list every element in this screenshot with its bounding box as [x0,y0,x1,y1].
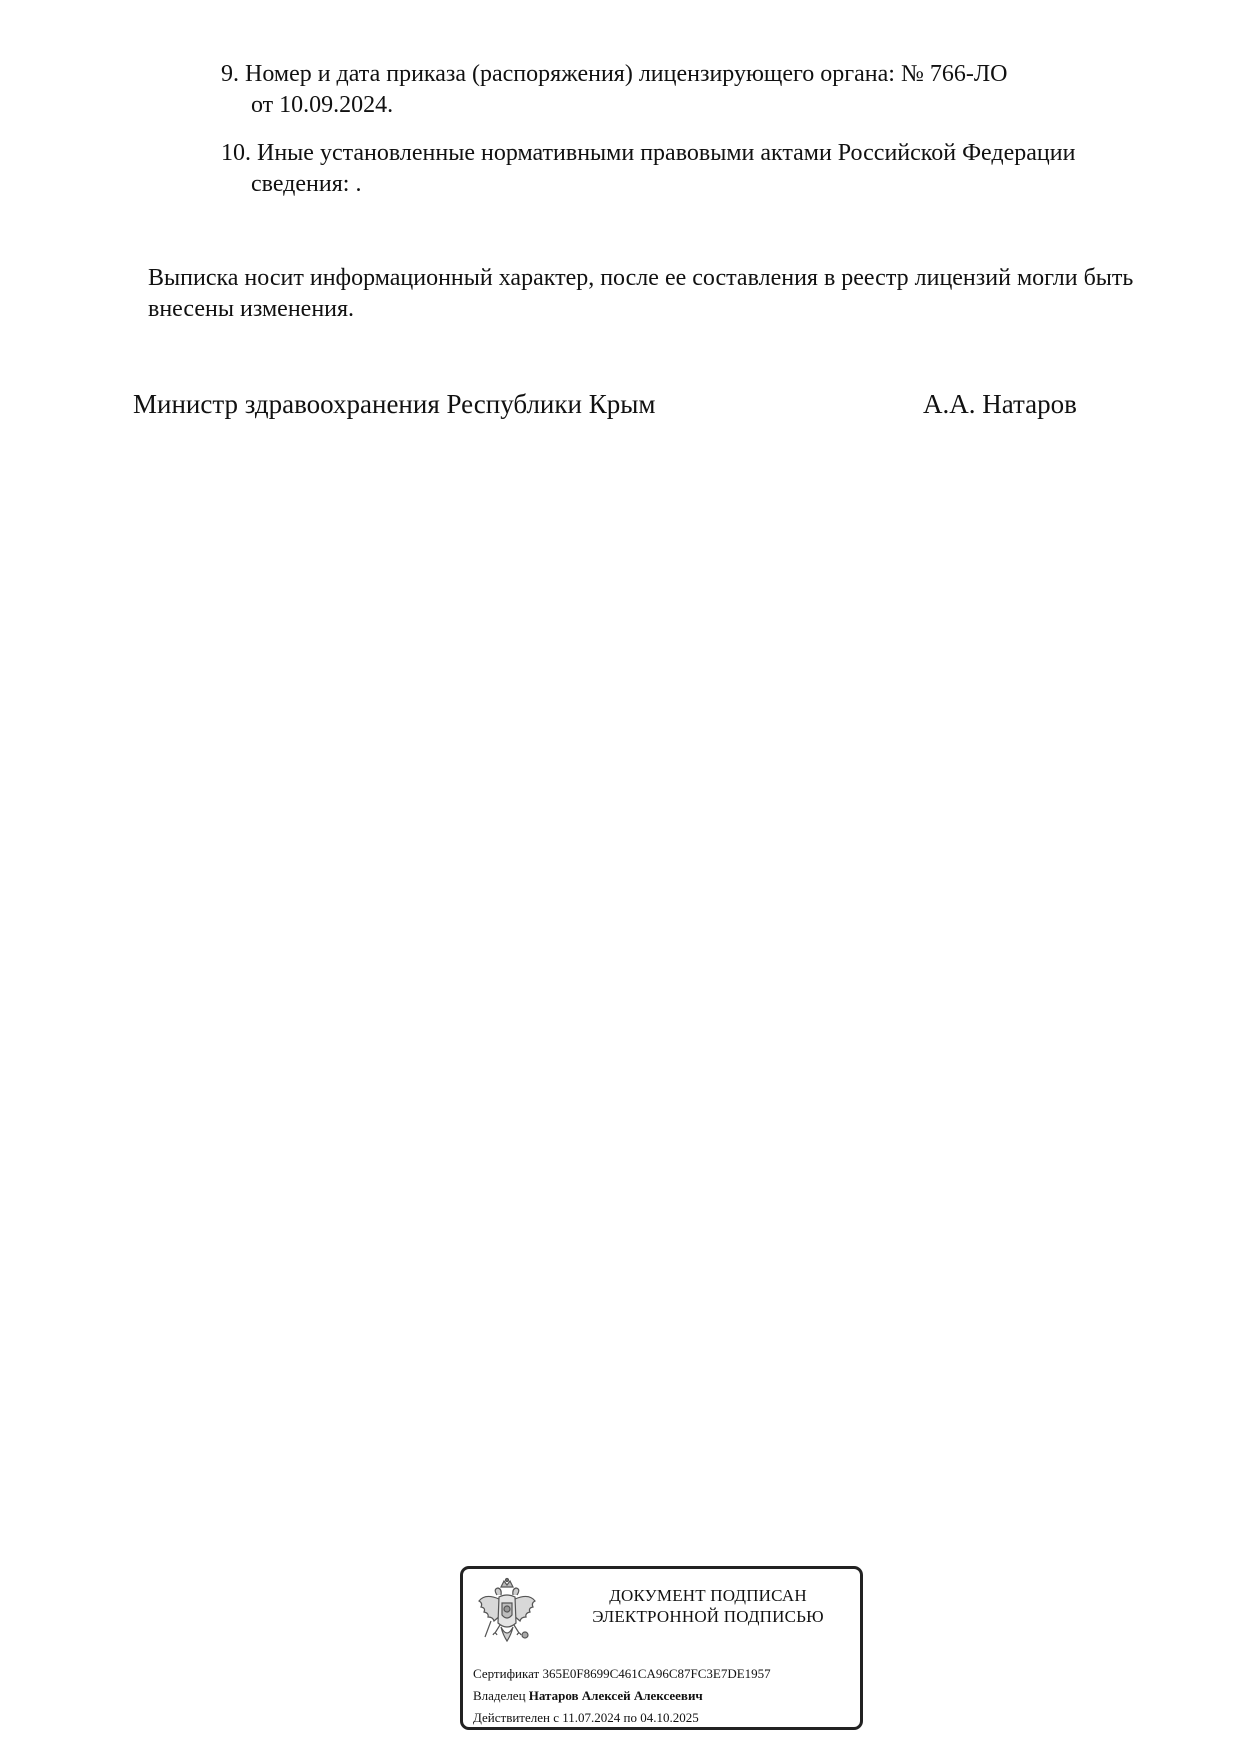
stamp-details [473,1663,771,1729]
item-number: 10. [221,140,251,166]
certificate-label: Сертификат [473,1666,540,1681]
validity-row [473,1707,771,1729]
electronic-signature-stamp [460,1566,863,1730]
list-item-9 [221,59,1141,121]
notice-line2: внесены изменения. [148,296,355,322]
valid-to: 04.10.2025 [640,1710,699,1725]
item-text-line2: сведения: . [251,171,362,197]
owner-value: Натаров Алексей Алексеевич [528,1688,703,1703]
owner-row [473,1685,771,1707]
russian-coat-of-arms-icon [475,1577,539,1653]
stamp-title-line1: ДОКУМЕНТ ПОДПИСАН [609,1586,807,1605]
validity-label: Действителен с [473,1710,559,1725]
item-text-line1: Номер и дата приказа (распоряжения) лицензирующего органа: № 766-ЛО [245,61,1008,87]
certificate-row [473,1663,771,1685]
list-item-10 [221,138,1141,200]
validity-to-label: по [623,1710,637,1725]
stamp-title [558,1585,858,1627]
stamp-title-line2: ЭЛЕКТРОННОЙ ПОДПИСЬЮ [592,1607,824,1626]
notice-line1: Выписка носит информационный характер, после ее составления в реестр лицензий могли быть [148,265,1134,291]
valid-from: 11.07.2024 [562,1710,621,1725]
owner-label: Владелец [473,1688,526,1703]
item-text-line1: Иные установленные нормативными правовыми актами Российской Федерации [257,140,1076,166]
signatory-position: Министр здравоохранения Республики Крым [133,389,656,419]
item-text-line2: от 10.09.2024. [251,92,394,118]
item-number: 9. [221,61,239,87]
information-notice [148,263,1188,325]
certificate-value: 365E0F8699C461CA96C87FC3E7DE1957 [542,1666,771,1681]
signatory-name: А.А. Натаров [923,389,1077,419]
